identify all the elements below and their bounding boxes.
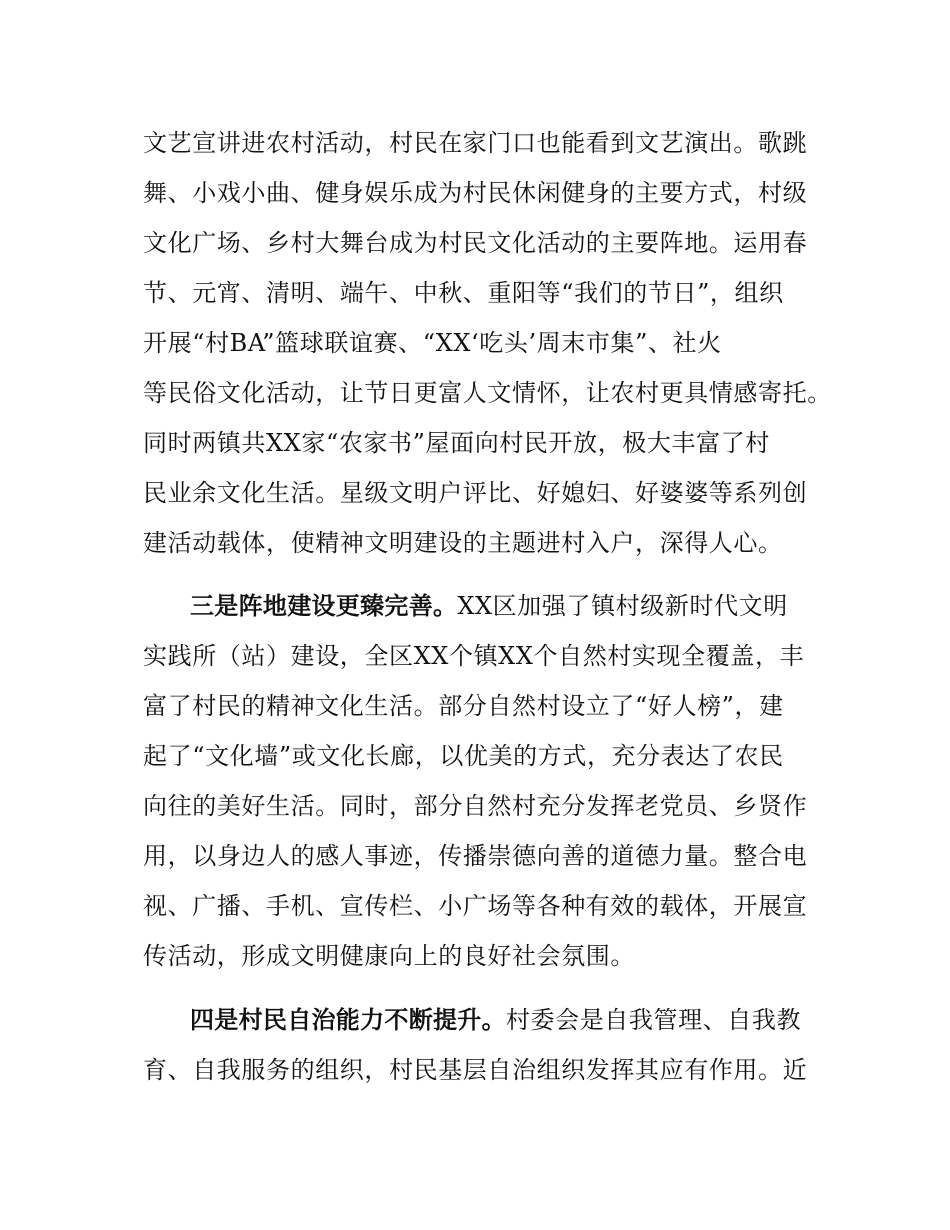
paragraph-3-heading: 四是村民自治能力不断提升。 [190, 1006, 506, 1034]
paragraph-1-line-1: 文艺宣讲进农村活动，村民在家门口也能看到文艺演出。歌跳 [143, 129, 808, 157]
paragraph-2-line-5: 向往的美好生活。同时，部分自然村充分发挥老党员、乡贤作 [143, 792, 808, 820]
paragraph-2-heading: 三是阵地建设更臻完善。 [190, 592, 458, 620]
paragraph-1-line-3: 文化广场、乡村大舞台成为村民文化活动的主要阵地。运用春 [143, 229, 808, 257]
paragraph-2-line-1-text: XX区加强了镇村级新时代文明 [457, 592, 788, 620]
paragraph-1-line-2: 舞、小戏小曲、健身娱乐成为村民休闲健身的主要方式，村级 [143, 179, 808, 207]
paragraph-2-line-7: 视、广播、手机、宣传栏、小广场等各种有效的载体，开展宣 [143, 892, 808, 920]
paragraph-2-line-6: 用，以身边人的感人事迹，传播崇德向善的道德力量。整合电 [143, 842, 808, 870]
paragraph-1-line-8: 民业余文化生活。星级文明户评比、好媳妇、好婆婆等系列创 [143, 479, 808, 507]
paragraph-3-line-2: 育、自我服务的组织，村民基层自治组织发挥其应有作用。近 [143, 1056, 808, 1084]
paragraph-1-line-4: 节、元宵、清明、端午、中秋、重阳等“我们的节日”，组织 [143, 279, 784, 307]
paragraph-1-line-5: 开展“村BA”篮球联谊赛、“XX‘吃头’周末市集”、社火 [143, 329, 722, 357]
paragraph-2-line-1 [190, 586, 788, 626]
paragraph-1-line-6: 等民俗文化活动，让节日更富人文情怀，让农村更具情感寄托。 [143, 379, 832, 407]
paragraph-2-line-3: 富了村民的精神文化生活。部分自然村设立了“好人榜”，建 [143, 692, 784, 720]
paragraph-1-line-9: 建活动载体，使精神文明建设的主题进村入户，深得人心。 [143, 529, 783, 557]
paragraph-3-line-1-text: 村委会是自我管理、自我教 [505, 1006, 802, 1034]
paragraph-2-line-4: 起了“文化墙”或文化长廊，以优美的方式，充分表达了农民 [143, 742, 784, 770]
paragraph-1-line-7: 同时两镇共XX家“农家书”屋面向村民开放，极大丰富了村 [143, 429, 770, 457]
paragraph-2-line-8: 传活动，形成文明健康向上的良好社会氛围。 [143, 942, 635, 970]
paragraph-3-line-1 [190, 1000, 801, 1040]
paragraph-2-line-2: 实践所（站）建设，全区XX个镇XX个自然村实现全覆盖，丰 [143, 642, 805, 670]
